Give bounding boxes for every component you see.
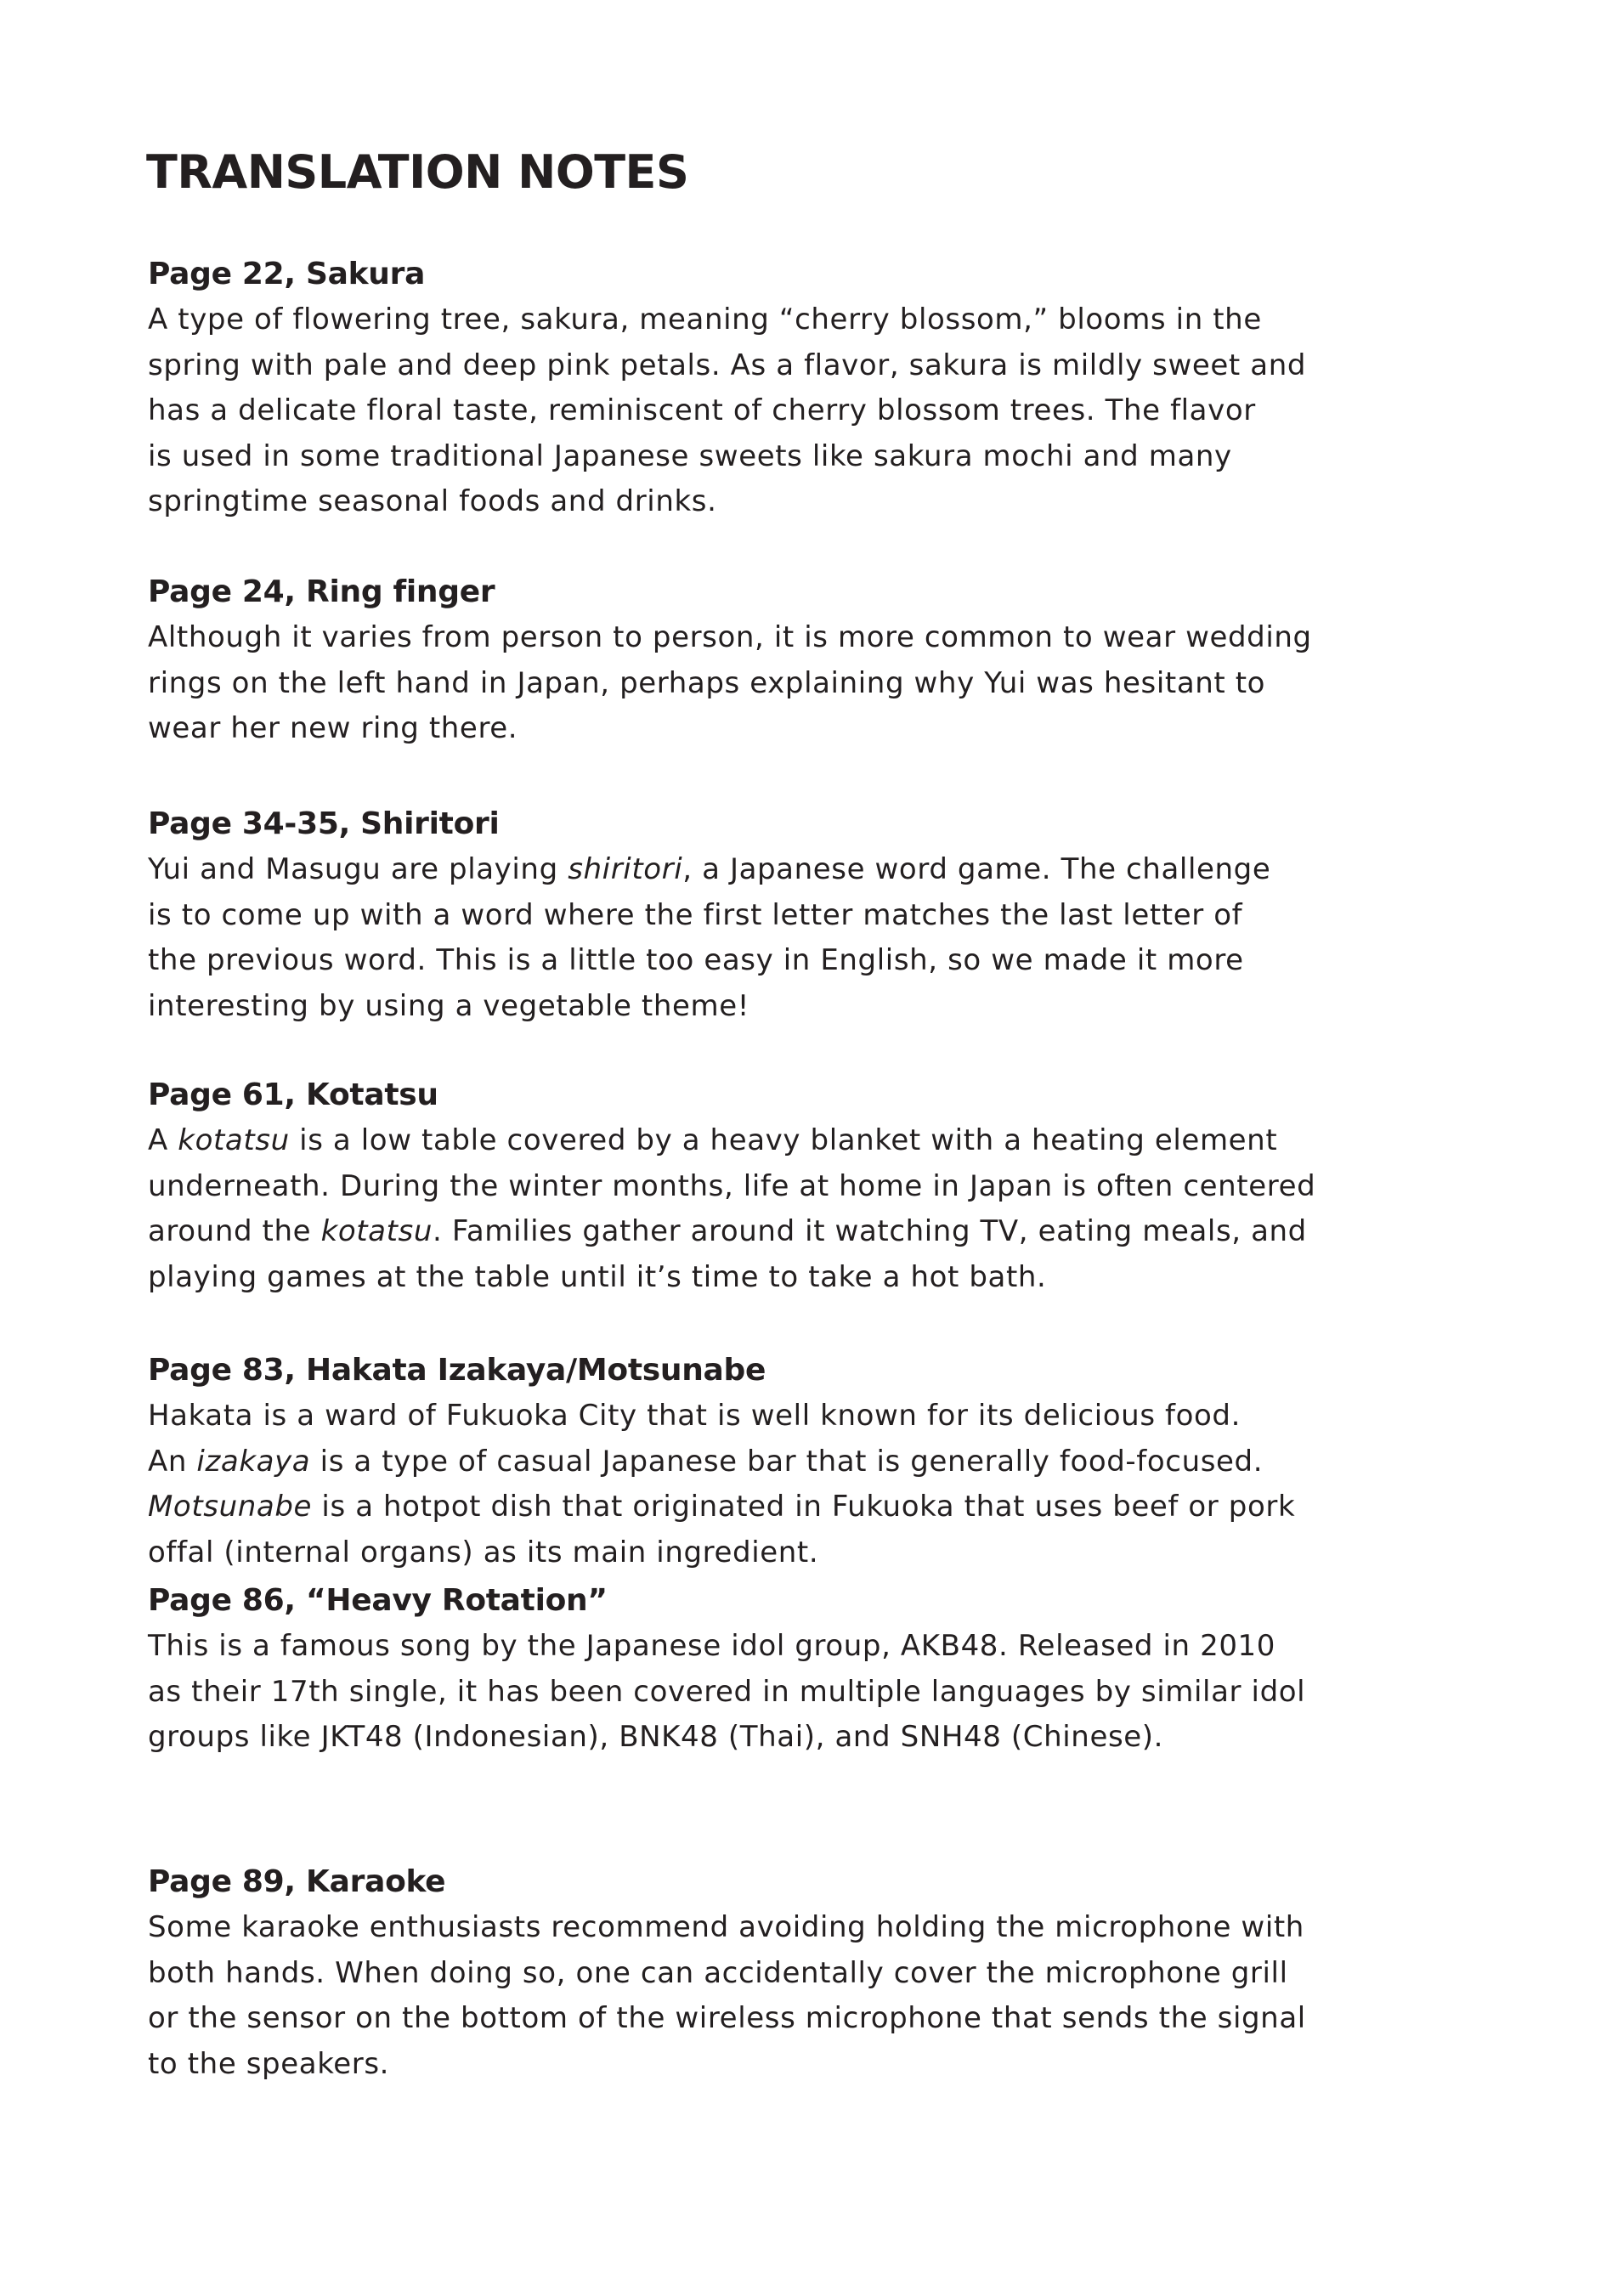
note-body-line: [148, 434, 1575, 480]
note-heading: Page 22, Sakura: [148, 257, 426, 291]
note-section: [148, 1351, 1575, 1575]
text-segment: as their 17th single, it has been covered in multiple languages by similar idol: [148, 1674, 1306, 1709]
text-segment: has a delicate floral taste, reminiscent of cherry blossom trees. The flavor: [148, 393, 1256, 427]
text-segment: A: [148, 1123, 178, 1157]
text-segment: is used in some traditional Japanese sweets like sakura mochi and many: [148, 438, 1232, 473]
note-section: [148, 573, 1575, 752]
note-body-line: [148, 1951, 1575, 1997]
note-body-line: [148, 706, 1575, 752]
note-heading: Page 24, Ring finger: [148, 574, 495, 609]
text-segment: Hakata is a ward of Fukuoka City that is well known for its delicious food.: [148, 1399, 1241, 1433]
note-heading: Page 83, Hakata Izakaya/Motsunabe: [148, 1353, 766, 1388]
text-segment: rings on the left hand in Japan, perhaps explaining why Yui was hesitant to: [148, 665, 1266, 700]
note-body-line: [148, 661, 1575, 707]
text-segment: playing games at the table until it’s time to take a hot bath.: [148, 1259, 1047, 1294]
italic-term: shiritori: [568, 852, 683, 886]
text-segment: springtime seasonal foods and drinks.: [148, 484, 717, 518]
text-segment: offal (internal organs) as its main ingredient.: [148, 1535, 819, 1569]
note-body-line: [148, 1715, 1575, 1761]
note-body-line: [148, 388, 1575, 434]
text-segment: is a low table covered by a heavy blanket with a heating element: [289, 1123, 1278, 1157]
note-heading: Page 61, Kotatsu: [148, 1077, 438, 1112]
text-segment: to the speakers.: [148, 2046, 390, 2081]
note-body-line: [148, 615, 1575, 661]
text-segment: , a Japanese word game. The challenge: [682, 852, 1271, 886]
note-heading: Page 34-35, Shiritori: [148, 806, 500, 841]
note-body-line: [148, 1905, 1575, 1951]
italic-term: Motsunabe: [148, 1490, 313, 1524]
note-body-line: [148, 984, 1575, 1030]
text-segment: . Families gather around it watching TV, eating meals, and: [433, 1214, 1307, 1248]
note-body-line: [148, 1255, 1575, 1301]
text-segment: spring with pale and deep pink petals. As a flavor, sakura is mildly sweet and: [148, 348, 1307, 382]
note-body-line: [148, 1670, 1575, 1716]
note-body-line: [148, 297, 1575, 343]
text-segment: is to come up with a word where the first letter matches the last letter of: [148, 897, 1243, 932]
text-segment: around the: [148, 1214, 321, 1248]
note-body-line: [148, 1164, 1575, 1210]
note-body-line: [148, 343, 1575, 389]
note-section: [148, 805, 1575, 1029]
page-title: TRANSLATION NOTES: [146, 145, 689, 199]
note-heading: Page 89, Karaoke: [148, 1864, 446, 1899]
text-segment: or the sensor on the bottom of the wireless microphone that sends the signal: [148, 2001, 1306, 2035]
note-body-line: [148, 479, 1575, 525]
note-body-line: [148, 1439, 1575, 1485]
text-segment: Although it varies from person to person, it is more common to wear wedding: [148, 620, 1312, 654]
italic-term: izakaya: [196, 1444, 311, 1479]
note-body-line: [148, 1624, 1575, 1670]
italic-term: kotatsu: [320, 1214, 433, 1248]
note-section: [148, 1863, 1575, 2087]
note-heading: Page 86, “Heavy Rotation”: [148, 1583, 608, 1618]
text-segment: An: [148, 1444, 197, 1479]
note-body-line: [148, 1530, 1575, 1576]
note-body-line: [148, 1484, 1575, 1530]
text-segment: A type of flowering tree, sakura, meaning “cherry blossom,” blooms in the: [148, 303, 1262, 336]
note-body-line: [148, 1996, 1575, 2042]
note-body-line: [148, 1209, 1575, 1255]
text-segment: the previous word. This is a little too easy in English, so we made it more: [148, 943, 1244, 977]
note-section: [148, 1076, 1575, 1300]
text-segment: groups like JKT48 (Indonesian), BNK48 (Thai), and SNH48 (Chinese).: [148, 1720, 1164, 1754]
note-body-line: [148, 938, 1575, 984]
text-segment: both hands. When doing so, one can accidentally cover the microphone grill: [148, 1955, 1288, 1990]
text-segment: underneath. During the winter months, life at home in Japan is often centered: [148, 1168, 1316, 1203]
text-segment: This is a famous song by the Japanese idol group, AKB48. Released in 2010: [148, 1629, 1276, 1663]
note-section: [148, 255, 1575, 525]
text-segment: is a hotpot dish that originated in Fukuoka that uses beef or pork: [312, 1490, 1296, 1524]
text-segment: wear her new ring there.: [148, 711, 518, 745]
note-body-line: [148, 2042, 1575, 2088]
text-segment: interesting by using a vegetable theme!: [148, 988, 749, 1023]
note-body-line: [148, 1118, 1575, 1164]
text-segment: is a type of casual Japanese bar that is generally food-focused.: [310, 1444, 1264, 1479]
italic-term: kotatsu: [178, 1123, 290, 1157]
note-section: [148, 1581, 1575, 1761]
note-body-line: [148, 893, 1575, 939]
note-body-line: [148, 847, 1575, 893]
text-segment: Yui and Masugu are playing: [148, 852, 568, 886]
note-body-line: [148, 1394, 1575, 1439]
text-segment: Some karaoke enthusiasts recommend avoiding holding the microphone with: [148, 1910, 1304, 1944]
